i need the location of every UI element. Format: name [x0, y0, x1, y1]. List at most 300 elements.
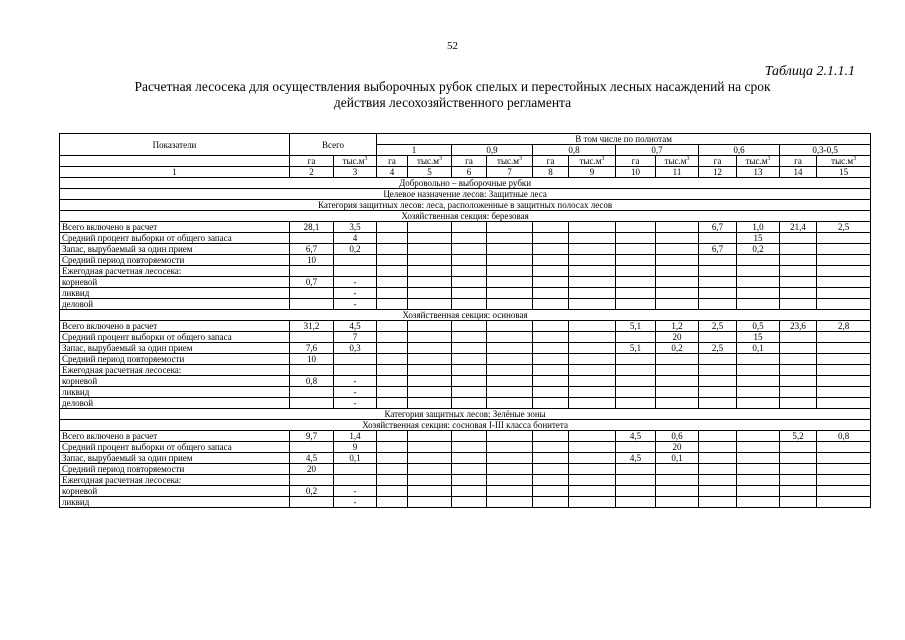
- table-cell: [737, 354, 780, 365]
- table-cell: [737, 376, 780, 387]
- row-label: Ежегодная расчетная лесосека:: [60, 266, 290, 277]
- row-label: ликвид: [60, 387, 290, 398]
- table-cell: [487, 266, 533, 277]
- unit-cube-superscript: 3: [686, 156, 690, 162]
- table-cell: 6,7: [290, 244, 334, 255]
- table-cell: [656, 354, 699, 365]
- table-cell: [487, 321, 533, 332]
- unit-thous-m3: [656, 156, 699, 167]
- table-cell: [487, 222, 533, 233]
- table-cell: [334, 365, 377, 376]
- table-row: [60, 387, 871, 398]
- table-cell: 4: [334, 233, 377, 244]
- unit-thous-m3-text: тыс.м: [417, 156, 439, 166]
- table-cell: [569, 321, 616, 332]
- unit-thous-m3-text: тыс.м: [497, 156, 519, 166]
- table-cell: [699, 497, 737, 508]
- table-cell: [569, 277, 616, 288]
- table-cell: [569, 299, 616, 310]
- table-cell: 0,8: [817, 431, 871, 442]
- table-cell: [569, 288, 616, 299]
- table-cell: [780, 497, 817, 508]
- table-cell: 0,8: [290, 376, 334, 387]
- unit-thous-m3: [334, 156, 377, 167]
- unit-cube-superscript: 3: [853, 156, 857, 162]
- header-indicators: Показатели: [60, 134, 290, 156]
- table-cell: [780, 376, 817, 387]
- table-cell: [408, 376, 452, 387]
- table-cell: [487, 354, 533, 365]
- table-cell: [533, 442, 569, 453]
- table-row: [60, 486, 871, 497]
- table-row: [60, 431, 871, 442]
- table-cell: [616, 277, 656, 288]
- table-cell: [569, 255, 616, 266]
- table-cell: 20: [656, 442, 699, 453]
- table-row: [60, 255, 871, 266]
- unit-ha: га: [780, 156, 817, 167]
- table-cell: 10: [290, 354, 334, 365]
- table-cell: -: [334, 277, 377, 288]
- column-number: 7: [487, 167, 533, 178]
- table-cell: [616, 365, 656, 376]
- column-number: 4: [377, 167, 408, 178]
- table-cell: [780, 387, 817, 398]
- table-cell: [487, 277, 533, 288]
- table-cell: [452, 398, 487, 409]
- table-cell: [533, 266, 569, 277]
- table-cell: [487, 398, 533, 409]
- table-cell: [780, 288, 817, 299]
- table-cell: 5,1: [616, 343, 656, 354]
- table-row: [60, 376, 871, 387]
- table-cell: [699, 486, 737, 497]
- table-cell: 9: [334, 442, 377, 453]
- table-cell: [699, 475, 737, 486]
- table-cell: [408, 332, 452, 343]
- header-units-row: [60, 156, 871, 167]
- table-cell: [452, 486, 487, 497]
- table-cell: [616, 475, 656, 486]
- table-row: [60, 233, 871, 244]
- table-cell: [780, 244, 817, 255]
- table-cell: [780, 354, 817, 365]
- table-cell: [290, 332, 334, 343]
- table-cell: [780, 277, 817, 288]
- table-cell: [487, 442, 533, 453]
- table-cell: [569, 398, 616, 409]
- table-cell: [452, 376, 487, 387]
- table-cell: [533, 321, 569, 332]
- table-row: [60, 222, 871, 233]
- table-cell: [377, 431, 408, 442]
- table-cell: [487, 244, 533, 255]
- unit-cube-superscript: 3: [601, 156, 605, 162]
- row-label: Запас, вырубаемый за один прием: [60, 343, 290, 354]
- row-label: Средний период повторяемости: [60, 255, 290, 266]
- unit-ha: га: [452, 156, 487, 167]
- unit-ha: га: [377, 156, 408, 167]
- table-cell: [616, 299, 656, 310]
- table-cell: 9,7: [290, 431, 334, 442]
- table-cell: [656, 277, 699, 288]
- unit-thous-m3-text: тыс.м: [745, 156, 768, 166]
- table-cell: 5,1: [616, 321, 656, 332]
- table-cell: [817, 299, 871, 310]
- table-cell: [656, 255, 699, 266]
- column-number: 15: [817, 167, 871, 178]
- table-cell: [452, 222, 487, 233]
- table-cell: [487, 453, 533, 464]
- table-cell: [699, 288, 737, 299]
- table-cell: 0,3: [334, 343, 377, 354]
- table-cell: [334, 255, 377, 266]
- table-cell: [290, 398, 334, 409]
- table-cell: [452, 453, 487, 464]
- table-cell: [616, 222, 656, 233]
- table-cell: [533, 343, 569, 354]
- table-cell: [699, 332, 737, 343]
- table-cell: [377, 442, 408, 453]
- table-cell: [780, 332, 817, 343]
- table-cell: [452, 387, 487, 398]
- section-row: [60, 189, 871, 200]
- table-cell: [569, 486, 616, 497]
- table-cell: [656, 398, 699, 409]
- table-cell: [408, 464, 452, 475]
- row-label: Ежегодная расчетная лесосека:: [60, 365, 290, 376]
- table-cell: [780, 255, 817, 266]
- table-cell: [616, 486, 656, 497]
- row-label: Ежегодная расчетная лесосека:: [60, 475, 290, 486]
- unit-cube-superscript: 3: [364, 156, 368, 162]
- table-cell: 1,0: [737, 222, 780, 233]
- table-cell: [569, 222, 616, 233]
- table-cell: [487, 475, 533, 486]
- table-cell: [377, 222, 408, 233]
- table-cell: [452, 365, 487, 376]
- table-cell: [533, 255, 569, 266]
- table-cell: [290, 387, 334, 398]
- row-label: Всего включено в расчет: [60, 222, 290, 233]
- unit-cube-superscript: 3: [518, 156, 522, 162]
- table-cell: 15: [737, 233, 780, 244]
- table-cell: [533, 222, 569, 233]
- table-cell: [377, 398, 408, 409]
- table-cell: [452, 442, 487, 453]
- table-cell: [487, 233, 533, 244]
- row-label: деловой: [60, 398, 290, 409]
- table-row: [60, 475, 871, 486]
- table-cell: 3,5: [334, 222, 377, 233]
- table-cell: [656, 299, 699, 310]
- table-cell: [817, 343, 871, 354]
- row-label: корневой: [60, 277, 290, 288]
- table-cell: [452, 497, 487, 508]
- table-cell: [737, 453, 780, 464]
- table-cell: [656, 244, 699, 255]
- table-cell: -: [334, 288, 377, 299]
- section-heading: Целевое назначение лесов: Защитные леса: [60, 189, 871, 200]
- table-cell: [699, 387, 737, 398]
- table-cell: [656, 464, 699, 475]
- table-cell: [780, 442, 817, 453]
- table-cell: [290, 475, 334, 486]
- section-heading: Хозяйственная секция: сосновая I-III класса бонитета: [60, 420, 871, 431]
- table-row: [60, 277, 871, 288]
- table-cell: -: [334, 387, 377, 398]
- table-cell: 0,5: [737, 321, 780, 332]
- table-cell: [377, 365, 408, 376]
- table-cell: [569, 376, 616, 387]
- table-cell: [656, 387, 699, 398]
- table-cell: [737, 299, 780, 310]
- table-cell: -: [334, 486, 377, 497]
- row-label: Средний процент выборки от общего запаса: [60, 332, 290, 343]
- column-number: 8: [533, 167, 569, 178]
- table-cell: [699, 442, 737, 453]
- table-cell: [452, 244, 487, 255]
- section-row: [60, 409, 871, 420]
- table-cell: [569, 343, 616, 354]
- table-cell: [377, 453, 408, 464]
- table-cell: [817, 464, 871, 475]
- table-cell: 15: [737, 332, 780, 343]
- table-cell: [817, 442, 871, 453]
- table-cell: [817, 387, 871, 398]
- header-total: Всего: [290, 134, 377, 156]
- table-cell: [699, 299, 737, 310]
- table-cell: 23,6: [780, 321, 817, 332]
- column-number: 14: [780, 167, 817, 178]
- table-cell: [737, 255, 780, 266]
- table-cell: 31,2: [290, 321, 334, 332]
- row-label: Средний период повторяемости: [60, 464, 290, 475]
- column-number: 3: [334, 167, 377, 178]
- table-cell: [377, 376, 408, 387]
- table-cell: [452, 299, 487, 310]
- table-cell: [737, 288, 780, 299]
- unit-thous-m3: [408, 156, 452, 167]
- table-cell: 20: [656, 332, 699, 343]
- cutting-area-table: [59, 133, 871, 508]
- table-cell: [452, 266, 487, 277]
- table-cell: [656, 486, 699, 497]
- table-cell: 0,6: [656, 431, 699, 442]
- table-cell: [334, 354, 377, 365]
- table-cell: [569, 244, 616, 255]
- table-cell: 0,7: [290, 277, 334, 288]
- table-cell: [533, 354, 569, 365]
- section-row: [60, 211, 871, 222]
- table-cell: [817, 244, 871, 255]
- table-row: [60, 299, 871, 310]
- table-cell: [616, 288, 656, 299]
- row-label: ликвид: [60, 288, 290, 299]
- table-cell: [533, 365, 569, 376]
- table-cell: [569, 497, 616, 508]
- table-cell: [616, 442, 656, 453]
- table-cell: -: [334, 376, 377, 387]
- table-cell: [533, 497, 569, 508]
- table-cell: [334, 464, 377, 475]
- table-cell: [780, 486, 817, 497]
- table-row: [60, 343, 871, 354]
- table-cell: [533, 486, 569, 497]
- table-cell: [487, 497, 533, 508]
- table-cell: 0,2: [737, 244, 780, 255]
- row-label: Запас, вырубаемый за один прием: [60, 244, 290, 255]
- table-cell: [533, 299, 569, 310]
- row-label: Всего включено в расчет: [60, 321, 290, 332]
- table-cell: [408, 266, 452, 277]
- table-cell: [377, 387, 408, 398]
- table-cell: [569, 266, 616, 277]
- header-row-1: [60, 134, 871, 145]
- table-cell: [487, 343, 533, 354]
- column-number: 1: [60, 167, 290, 178]
- table-cell: [737, 497, 780, 508]
- table-cell: [377, 343, 408, 354]
- table-cell: [452, 321, 487, 332]
- table-cell: [737, 387, 780, 398]
- table-cell: 0,1: [334, 453, 377, 464]
- table-cell: [533, 431, 569, 442]
- table-cell: [290, 299, 334, 310]
- table-cell: [487, 288, 533, 299]
- table-cell: [408, 255, 452, 266]
- table-cell: [569, 431, 616, 442]
- table-cell: -: [334, 497, 377, 508]
- table-cell: [408, 486, 452, 497]
- table-cell: [656, 266, 699, 277]
- table-cell: [452, 475, 487, 486]
- header-density: 0,9: [452, 145, 533, 156]
- table-row: [60, 288, 871, 299]
- table-cell: [452, 288, 487, 299]
- title-line-2: действия лесохозяйственного регламента: [333, 95, 572, 110]
- table-cell: [616, 398, 656, 409]
- table-cell: 5,2: [780, 431, 817, 442]
- table-row: [60, 244, 871, 255]
- table-cell: 4,5: [334, 321, 377, 332]
- table-cell: [377, 354, 408, 365]
- column-number: 5: [408, 167, 452, 178]
- table-cell: [780, 233, 817, 244]
- table-cell: [817, 475, 871, 486]
- table-cell: [377, 486, 408, 497]
- section-row: [60, 178, 871, 189]
- table-cell: [533, 277, 569, 288]
- unit-ha: га: [616, 156, 656, 167]
- table-cell: 0,2: [290, 486, 334, 497]
- header-density: 0,6: [699, 145, 780, 156]
- table-cell: [699, 255, 737, 266]
- table-cell: [656, 288, 699, 299]
- header-density: 1: [377, 145, 452, 156]
- table-cell: [452, 277, 487, 288]
- table-cell: [408, 288, 452, 299]
- table-cell: [737, 475, 780, 486]
- table-cell: [656, 497, 699, 508]
- table-cell: [408, 277, 452, 288]
- table-row: [60, 365, 871, 376]
- table-cell: [817, 255, 871, 266]
- table-label: Таблица 2.1.1.1: [764, 64, 855, 79]
- table-cell: [817, 354, 871, 365]
- header-density: 0,8: [533, 145, 616, 156]
- table-cell: [452, 343, 487, 354]
- table-cell: [699, 354, 737, 365]
- table-cell: 0,2: [656, 343, 699, 354]
- table-body: [60, 178, 871, 508]
- table-row: [60, 464, 871, 475]
- section-heading: Категория защитных лесов: леса, расположенные в защитных полосах лесов: [60, 200, 871, 211]
- table-cell: [487, 376, 533, 387]
- table-cell: [533, 332, 569, 343]
- table-cell: [699, 464, 737, 475]
- table-cell: [569, 387, 616, 398]
- unit-thous-m3-text: тыс.м: [831, 156, 854, 166]
- table-cell: [780, 299, 817, 310]
- section-heading: Хозяйственная секция: березовая: [60, 211, 871, 222]
- row-label: Средний процент выборки от общего запаса: [60, 233, 290, 244]
- title-line-1: Расчетная лесосека для осуществления выборочных рубок спелых и перестойных лесных насаждений на срок: [134, 79, 771, 94]
- table-cell: [616, 464, 656, 475]
- table-cell: [487, 464, 533, 475]
- table-cell: [616, 266, 656, 277]
- table-cell: 28,1: [290, 222, 334, 233]
- table-cell: [452, 255, 487, 266]
- table-cell: [817, 266, 871, 277]
- row-label: корневой: [60, 376, 290, 387]
- table-cell: [377, 255, 408, 266]
- unit-ha: га: [290, 156, 334, 167]
- table-cell: [780, 475, 817, 486]
- table-cell: [780, 464, 817, 475]
- table-cell: [817, 233, 871, 244]
- table-cell: [737, 365, 780, 376]
- table-cell: [616, 233, 656, 244]
- table-cell: 1,2: [656, 321, 699, 332]
- table-cell: [377, 497, 408, 508]
- section-heading: Хозяйственная секция: осиновая: [60, 310, 871, 321]
- table-cell: [699, 233, 737, 244]
- table-cell: [699, 398, 737, 409]
- table-cell: [334, 266, 377, 277]
- table-cell: [817, 497, 871, 508]
- header-units-empty: [60, 156, 290, 167]
- table-cell: 0,2: [334, 244, 377, 255]
- table-cell: [699, 431, 737, 442]
- table-cell: [616, 255, 656, 266]
- table-cell: [533, 475, 569, 486]
- table-cell: [699, 376, 737, 387]
- table-cell: 2,5: [699, 343, 737, 354]
- table-cell: [377, 332, 408, 343]
- table-cell: [737, 277, 780, 288]
- table-cell: 10: [290, 255, 334, 266]
- table-cell: [487, 486, 533, 497]
- table-cell: [737, 442, 780, 453]
- table-cell: [452, 233, 487, 244]
- table-cell: [616, 497, 656, 508]
- table-cell: [408, 365, 452, 376]
- table-row: [60, 354, 871, 365]
- table-cell: [656, 475, 699, 486]
- table-row: [60, 497, 871, 508]
- table-cell: 21,4: [780, 222, 817, 233]
